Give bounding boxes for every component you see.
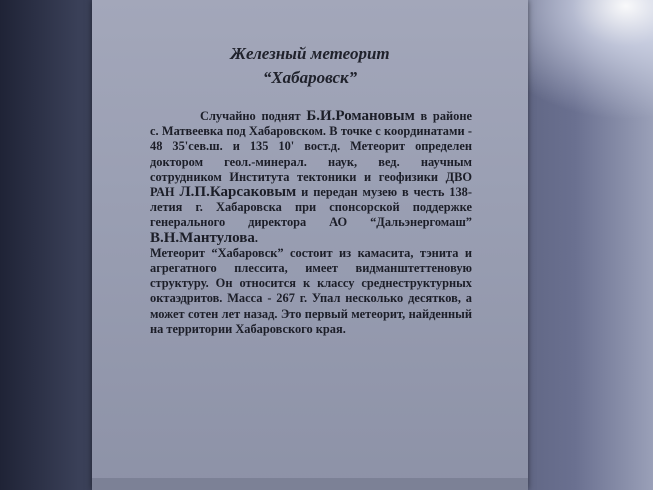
document-body <box>150 109 472 337</box>
p1-text-c: и передан музею в честь 138-летия г. Хабаровска при спонсорской поддержке генерального директора АО “Дальэнергомаш” <box>150 185 472 230</box>
p1-name-romanov: Б.И.Романовым <box>306 108 415 124</box>
p1-text-d: . <box>254 230 259 245</box>
p1-name-mantulov: В.Н.Мантулова <box>150 229 255 246</box>
p1-text-a: Случайно поднят <box>200 109 307 123</box>
title-line-1: Железный метеорит <box>230 44 390 63</box>
title-line-2: “Хабаровск” <box>262 68 358 87</box>
paragraph-2: Метеорит “Хабаровск” состоит из камасита, тэнита и агрегатного плессита, имеет видманштеттеновую структуру. Он относится к классу среднеструктурных октаэдритов. Масса - 267 г. Упал несколько десятков, а может сотен лет назад. Это первый метеорит, найденный на территории Хабаровского края. <box>150 245 472 336</box>
p1-name-karsakov: Л.П.Карсаковым <box>179 184 297 201</box>
paragraph-1 <box>150 109 472 246</box>
p1-text-b: в районе с. Матвеевка под Хабаровском. В точке с координатами - 48 35'сев.ш. и 135 10' вост.д. Метеорит определен доктором геол.-минерал. наук, вед. научным сотрудником Института тектоники и геофизики ДВО РАН <box>150 109 472 200</box>
paper-edge <box>92 478 528 490</box>
document-title <box>92 42 528 90</box>
